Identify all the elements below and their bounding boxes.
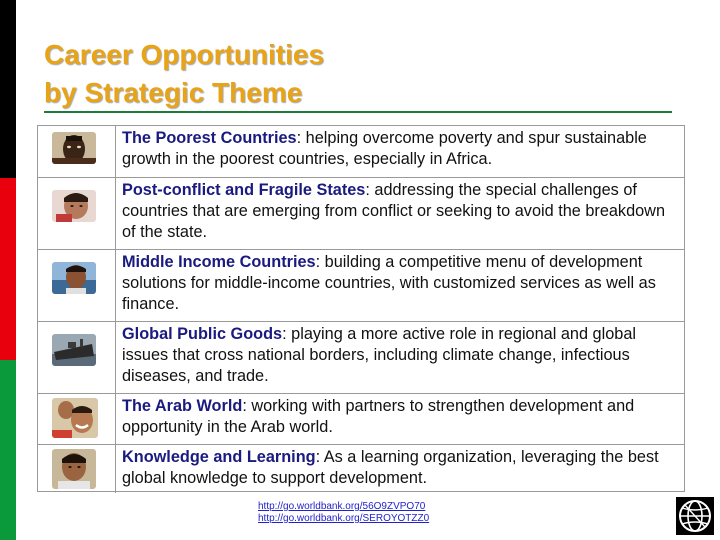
photo-cell (38, 394, 116, 444)
theme-row (38, 444, 684, 493)
source-link-2[interactable]: http://go.worldbank.org/SEROYOTZZ0 (258, 513, 430, 524)
stripe-black (0, 0, 16, 178)
source-links (258, 501, 429, 525)
theme-heading: Global Public Goods (122, 325, 283, 343)
man-portrait-photo (52, 132, 96, 164)
themes-table (37, 125, 685, 492)
cargo-ship-photo (52, 334, 96, 366)
theme-description: : addressing the special challenges of countries that are emerging from conflict or seeking to avoid the breakdown of the state. (122, 181, 665, 241)
young-student-photo (52, 449, 96, 489)
theme-description: : playing a more active role in regional and global issues that cross national borders, including climate change, infectious diseases, and trade. (122, 325, 637, 385)
photo-cell (38, 250, 116, 321)
title-line-2: by Strategic Theme (44, 77, 303, 108)
source-link-1[interactable]: http://go.worldbank.org/56O9ZVPO70 (258, 501, 426, 512)
theme-row (38, 177, 684, 249)
theme-description: : building a competitive menu of development solutions for middle-income countries, with customized services as well as finance. (122, 253, 656, 313)
theme-row (38, 249, 684, 321)
theme-row (38, 126, 684, 177)
photo-cell (38, 178, 116, 249)
theme-text (122, 128, 678, 170)
theme-text (122, 447, 678, 489)
theme-description: : helping overcome poverty and spur sustainable growth in the poorest countries, especially in Africa. (122, 129, 647, 168)
slide-title (44, 36, 324, 112)
theme-text (122, 324, 678, 387)
photo-cell (38, 445, 116, 493)
photo-cell (38, 322, 116, 393)
theme-row (38, 321, 684, 393)
theme-row (38, 393, 684, 444)
theme-heading: The Poorest Countries (122, 129, 297, 147)
theme-heading: The Arab World (122, 397, 243, 415)
smiling-children-photo (52, 398, 98, 438)
theme-text (122, 252, 678, 315)
title-divider (44, 111, 672, 113)
boy-by-sea-photo (52, 262, 96, 294)
world-bank-globe-logo (676, 497, 714, 535)
theme-description: : As a learning organization, leveraging the best global knowledge to support development. (122, 448, 659, 487)
theme-description: : working with partners to strengthen development and opportunity in the Arab world. (122, 397, 635, 436)
theme-heading: Middle Income Countries (122, 253, 316, 271)
photo-cell (38, 126, 116, 177)
theme-heading: Post-conflict and Fragile States (122, 181, 366, 199)
theme-heading: Knowledge and Learning (122, 448, 316, 466)
stripe-red (0, 178, 16, 360)
title-line-1: Career Opportunities (44, 39, 325, 70)
child-portrait-photo (52, 190, 96, 222)
theme-text (122, 396, 678, 438)
stripe-green (0, 360, 16, 540)
theme-text (122, 180, 678, 243)
